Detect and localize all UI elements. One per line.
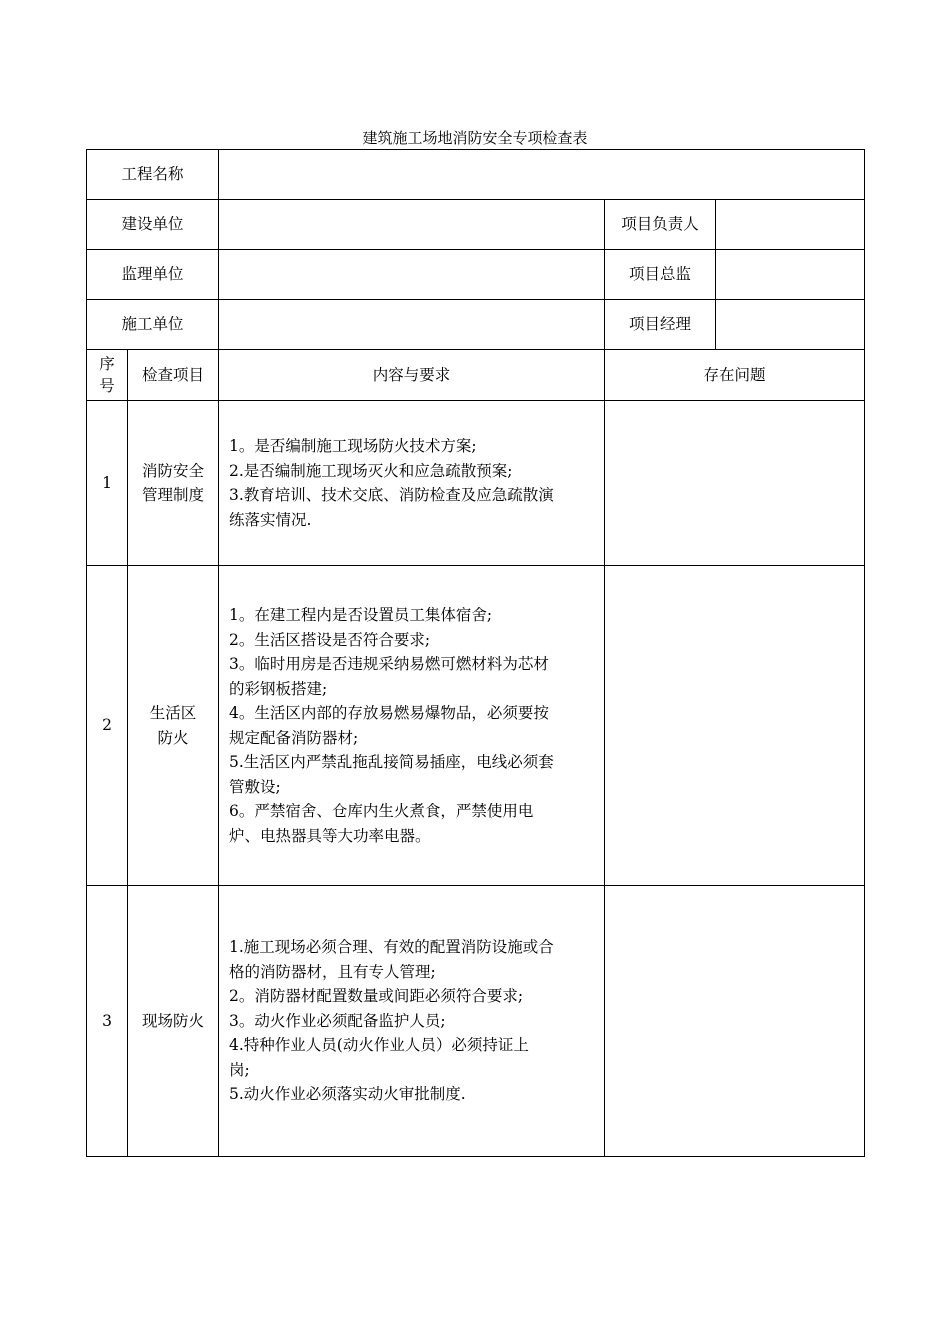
table-row [87, 566, 865, 886]
contractor-label: 施工单位 [87, 300, 219, 350]
requirement-line: 6。严禁宿舍、仓库内生火煮食，严禁使用电 [229, 802, 534, 820]
document-title: 建筑施工场地消防安全专项检查表 [362, 129, 588, 147]
project-name-label: 工程名称 [87, 150, 219, 200]
project-name-row [87, 150, 865, 200]
construction-unit-label: 建设单位 [87, 200, 219, 250]
row-item-line: 生活区 [149, 704, 197, 722]
row-item [128, 566, 219, 886]
requirement-line: 2。消防器材配置数量或间距必须符合要求; [229, 987, 524, 1006]
row-requirements [219, 886, 605, 1157]
contractor-row [87, 300, 865, 350]
project-leader-label: 项目负责人 [605, 200, 716, 250]
row-problems[interactable] [605, 401, 865, 566]
construction-unit-value[interactable] [219, 200, 605, 250]
contractor-value[interactable] [219, 300, 605, 350]
row-problems[interactable] [605, 566, 865, 886]
requirement-line: 3。临时用房是否违规采纳易燃可燃材料为芯材 [229, 655, 549, 673]
requirement-line: 5.动火作业必须落实动火审批制度. [229, 1085, 466, 1104]
row-problems[interactable] [605, 886, 865, 1157]
row-item-line: 消防安全 [142, 461, 205, 480]
seq-header-line: 号 [99, 377, 115, 395]
requirement-line: 炉、电热器具等大功率电器。 [229, 826, 431, 845]
requirement-line: 1.施工现场必须合理、有效的配置消防设施或合 [229, 938, 554, 957]
table-row [87, 401, 865, 566]
chief-supervisor-label: 项目总监 [605, 250, 716, 300]
supervision-unit-value[interactable] [219, 250, 605, 300]
requirement-line: 1。在建工程内是否设置员工集体宿舍; [229, 606, 493, 624]
project-manager-value[interactable] [716, 300, 865, 350]
requirement-line: 的彩钢板搭建; [229, 679, 328, 698]
row-seq: 1 [87, 401, 128, 566]
project-name-value[interactable] [219, 150, 865, 200]
requirement-line: 4。生活区内部的存放易燃易爆物品，必须要按 [229, 704, 549, 722]
seq-header [87, 350, 128, 401]
requirement-line: 练落实情况. [229, 510, 312, 529]
requirements-header: 内容与要求 [219, 350, 605, 401]
row-item-line: 管理制度 [142, 486, 205, 504]
requirement-line: 格的消防器材，且有专人管理; [229, 962, 436, 981]
row-item-line: 现场防火 [142, 1011, 205, 1030]
supervision-unit-label: 监理单位 [87, 250, 219, 300]
supervision-unit-row [87, 250, 865, 300]
row-seq: 3 [87, 886, 128, 1157]
construction-unit-row [87, 200, 865, 250]
requirement-line: 1。是否编制施工现场防火技术方案; [229, 437, 477, 455]
row-item [128, 401, 219, 566]
project-manager-label: 项目经理 [605, 300, 716, 350]
requirement-line: 5.生活区内严禁乱拖乱接简易插座，电线必须套 [229, 753, 554, 771]
requirement-line: 管敷设; [229, 777, 281, 796]
table-row [87, 886, 865, 1157]
seq-header-line: 序 [99, 355, 115, 373]
row-requirements [219, 401, 605, 566]
inspection-table [86, 149, 865, 1157]
requirement-line: 规定配备消防器材; [229, 728, 359, 747]
row-item [128, 886, 219, 1157]
item-header: 检查项目 [128, 350, 219, 401]
column-header-row [87, 350, 865, 401]
requirement-line: 2.是否编制施工现场灭火和应急疏散预案; [229, 461, 513, 480]
requirement-line: 2。生活区搭设是否符合要求; [229, 630, 431, 649]
requirement-line: 4.特种作业人员(动火作业人员）必须持证上 [229, 1036, 529, 1055]
row-seq: 2 [87, 566, 128, 886]
requirement-line: 岗; [229, 1060, 250, 1079]
row-requirements [219, 566, 605, 886]
project-leader-value[interactable] [716, 200, 865, 250]
row-item-line: 防火 [157, 728, 189, 747]
chief-supervisor-value[interactable] [716, 250, 865, 300]
requirement-line: 3.教育培训、技术交底、消防检查及应急疏散演 [229, 486, 554, 504]
problems-header: 存在问题 [605, 350, 865, 401]
requirement-line: 3。动火作业必须配备监护人员; [229, 1011, 446, 1030]
